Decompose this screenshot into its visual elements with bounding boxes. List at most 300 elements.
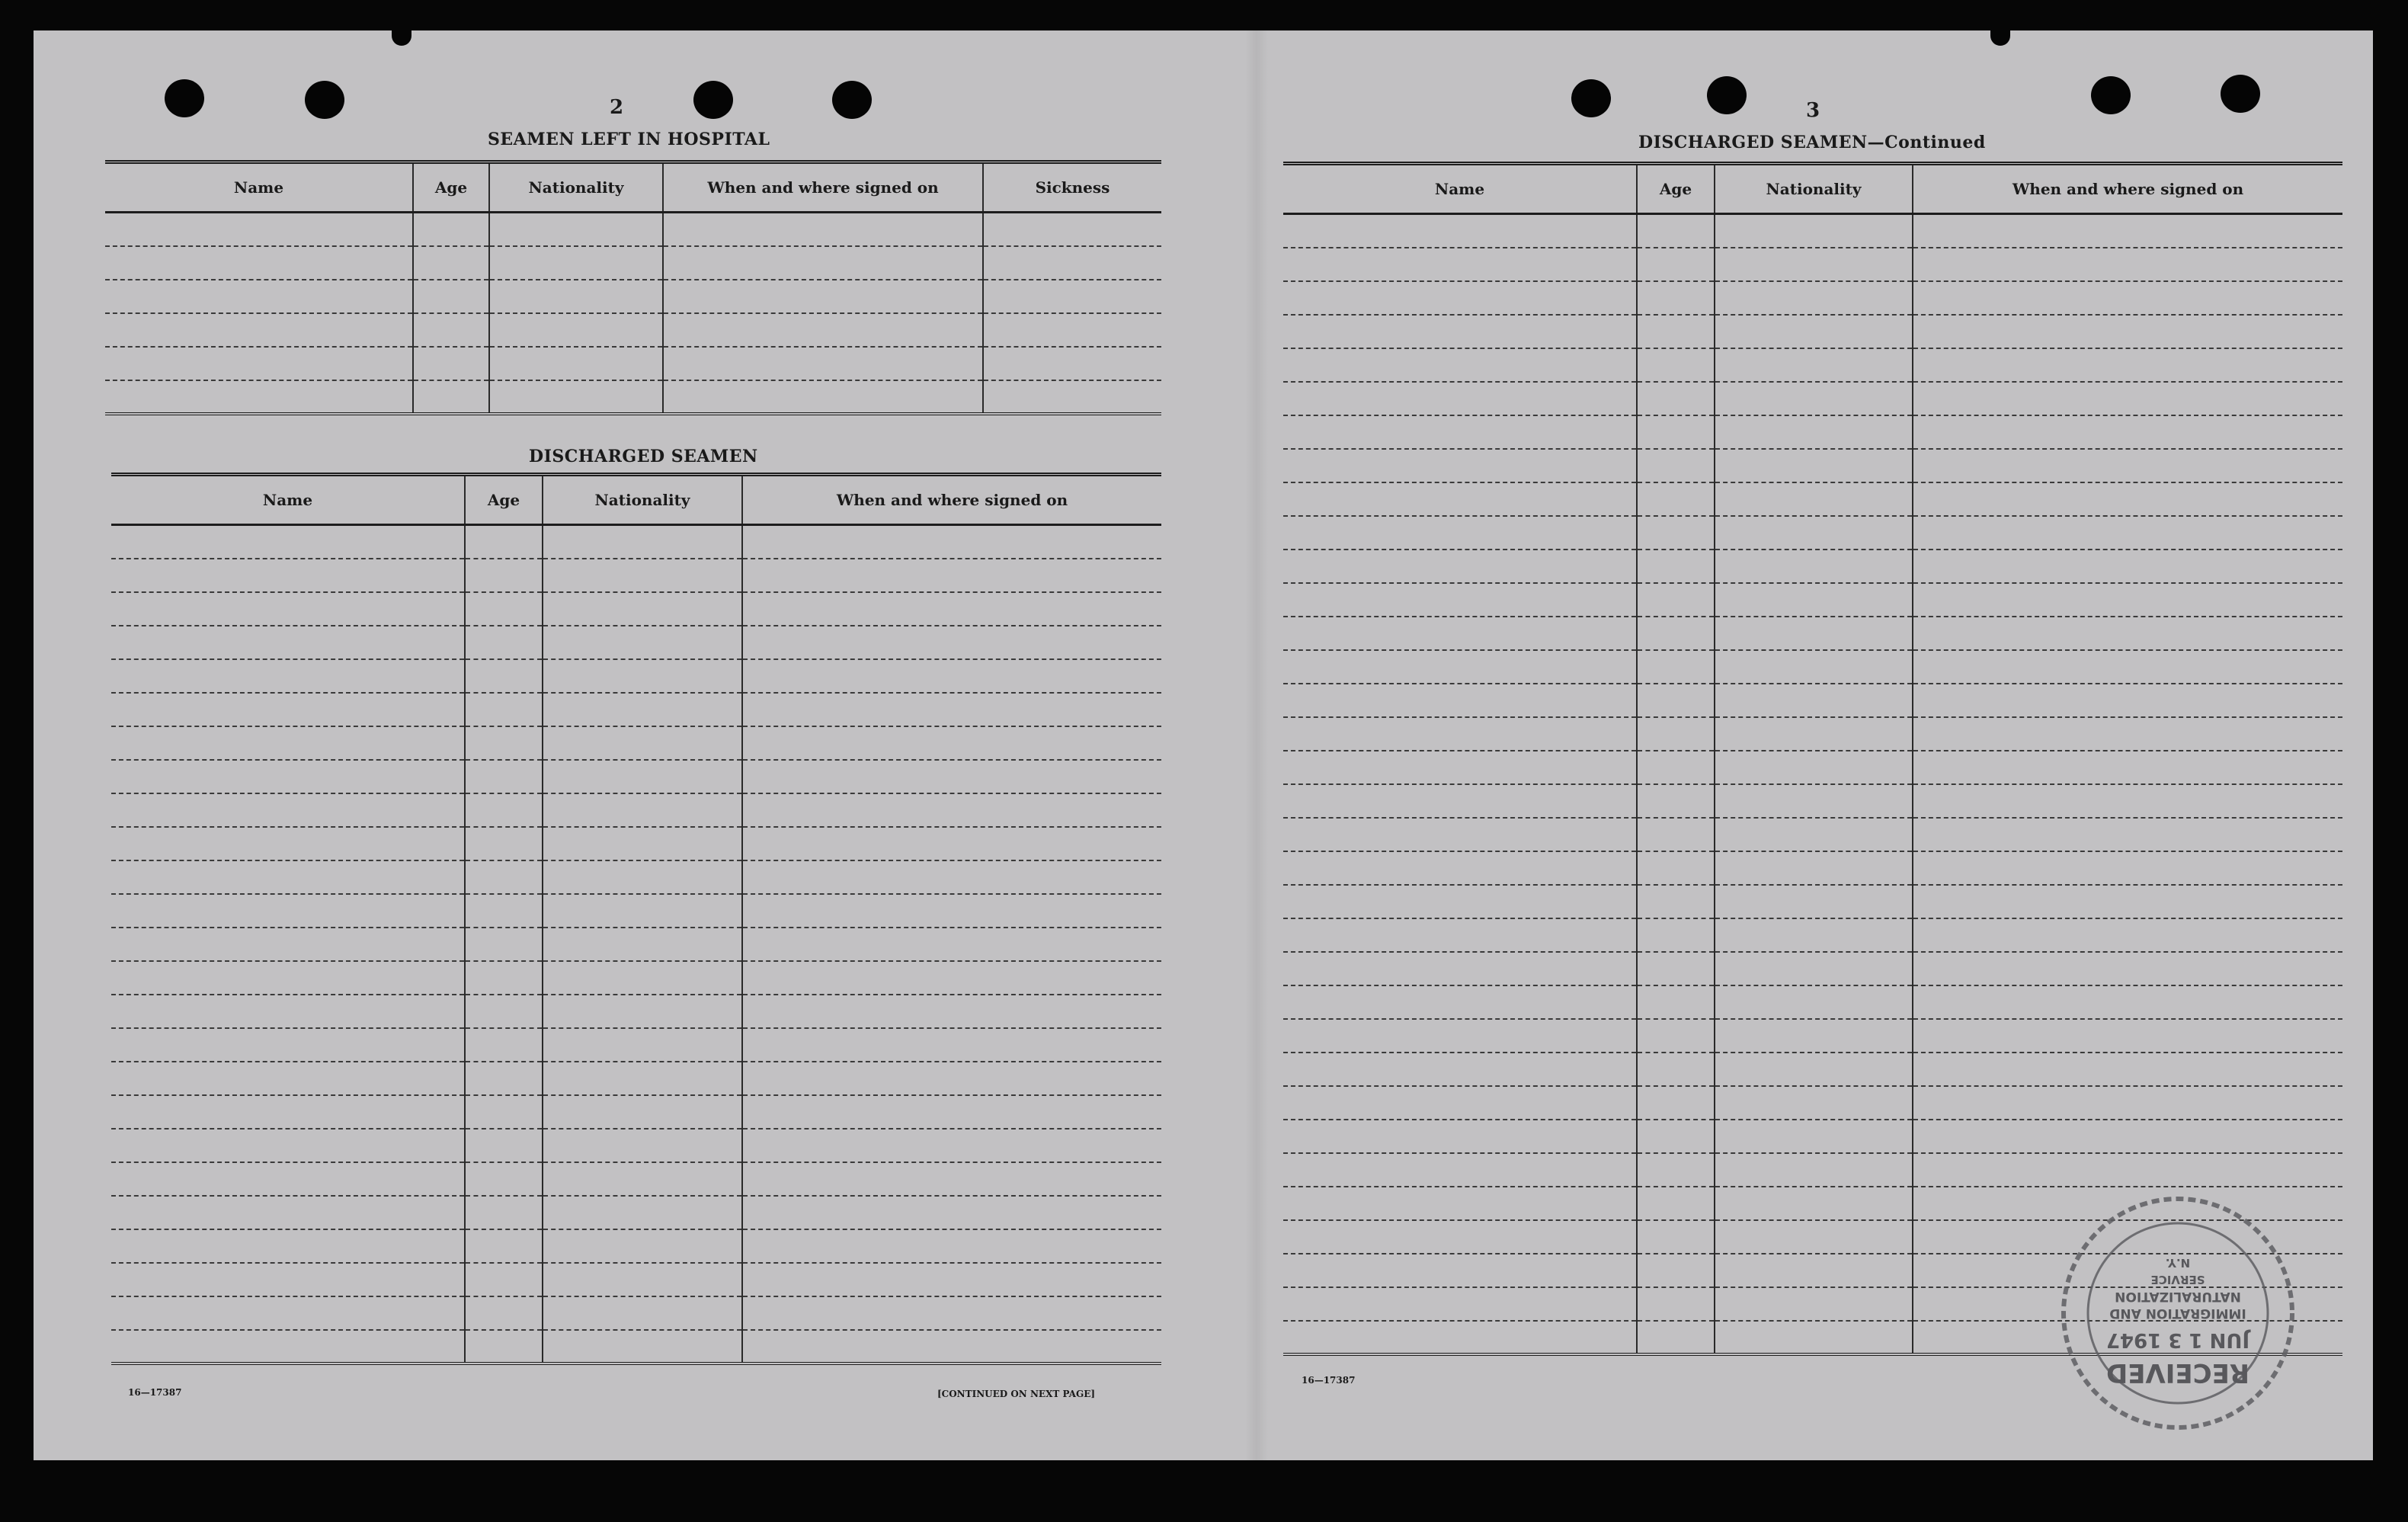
table-cell [105, 380, 413, 414]
table-cell [1637, 516, 1715, 550]
table-cell [1283, 1120, 1637, 1153]
discharged-rows-right [1283, 214, 2342, 1354]
table-cell [111, 961, 465, 995]
table-cell [1715, 650, 1913, 684]
table-cell [111, 659, 465, 693]
table-cell [1637, 885, 1715, 918]
table-cell [413, 246, 489, 280]
table-cell [1637, 1287, 1715, 1321]
table-row [1283, 583, 2342, 617]
table-cell [983, 347, 1161, 380]
table-cell [543, 827, 742, 860]
table-cell [1715, 248, 1913, 281]
table-cell [1637, 985, 1715, 1019]
table-row [105, 213, 1161, 246]
table-cell [1715, 717, 1913, 751]
table-cell [1637, 918, 1715, 952]
hospital-section-title: SEAMEN LEFT IN HOSPITAL [488, 130, 770, 149]
table-cell [663, 313, 983, 347]
table-row [1283, 617, 2342, 650]
table-cell [1283, 1254, 1637, 1287]
table-cell [1283, 650, 1637, 684]
table-cell [1715, 449, 1913, 482]
table-cell [663, 246, 983, 280]
table-cell [543, 1028, 742, 1062]
table-cell [465, 961, 543, 995]
table-row [111, 928, 1161, 961]
table-row [1283, 415, 2342, 449]
table-cell [1283, 751, 1637, 784]
table-cell [742, 760, 1161, 793]
table-cell [489, 380, 663, 414]
table-cell [111, 1330, 465, 1363]
hospital-table [105, 160, 1161, 415]
table-row [1283, 684, 2342, 717]
table-cell [1637, 1220, 1715, 1254]
table-row [1283, 952, 2342, 985]
table-cell [1913, 1086, 2342, 1120]
table-cell [742, 559, 1161, 592]
table-row [1283, 1053, 2342, 1086]
stamp-line-2: JUN 1 3 1947 [2105, 1328, 2250, 1351]
table-cell [1283, 248, 1637, 281]
table-cell [111, 1229, 465, 1263]
record-sheet [34, 30, 2373, 1460]
table-row [1283, 851, 2342, 885]
table-cell [543, 1330, 742, 1363]
table-cell [1637, 482, 1715, 516]
table-cell [1637, 281, 1715, 315]
table-cell [1283, 952, 1637, 985]
table-cell [1715, 851, 1913, 885]
column-header-name: Name [105, 162, 413, 213]
table-cell [983, 313, 1161, 347]
table-cell [1637, 717, 1715, 751]
discharged-table-right [1283, 162, 2342, 1356]
table-cell [543, 860, 742, 894]
table-row [111, 860, 1161, 894]
column-header-name: Name [111, 475, 465, 525]
table-cell [543, 726, 742, 760]
table-cell [1283, 1019, 1637, 1053]
table-cell [1913, 281, 2342, 315]
table-cell [1715, 1053, 1913, 1086]
table-cell [111, 525, 465, 559]
hospital-header-row [105, 162, 1161, 213]
table-cell [413, 347, 489, 380]
table-cell [465, 592, 543, 626]
table-row [111, 1162, 1161, 1196]
table-cell [543, 995, 742, 1028]
table-row [1283, 918, 2342, 952]
edge-notch [1990, 30, 2010, 46]
table-row [111, 1095, 1161, 1129]
discharged-table-left [111, 473, 1161, 1365]
table-row [1283, 315, 2342, 348]
table-cell [413, 280, 489, 313]
table-cell [105, 213, 413, 246]
table-row [1283, 382, 2342, 415]
table-cell [465, 626, 543, 659]
table-cell [1715, 1086, 1913, 1120]
stamp-line-5: SERVICE [2150, 1273, 2205, 1286]
table-cell [1913, 382, 2342, 415]
table-cell [1283, 851, 1637, 885]
table-cell [1283, 516, 1637, 550]
table-cell [111, 1196, 465, 1229]
table-cell [1283, 1321, 1637, 1354]
table-cell [983, 213, 1161, 246]
column-header-age: Age [413, 162, 489, 213]
table-cell [1913, 952, 2342, 985]
punch-hole [1707, 76, 1747, 114]
form-number-left: 16—17387 [128, 1387, 182, 1398]
table-cell [1715, 1254, 1913, 1287]
table-row [111, 995, 1161, 1028]
table-cell [1913, 449, 2342, 482]
table-cell [1715, 1287, 1913, 1321]
table-cell [1913, 751, 2342, 784]
table-cell [111, 760, 465, 793]
table-row [105, 246, 1161, 280]
table-cell [111, 1296, 465, 1330]
table-cell [742, 592, 1161, 626]
table-cell [543, 1062, 742, 1095]
table-cell [1637, 851, 1715, 885]
table-cell [1913, 818, 2342, 851]
table-cell [1913, 1153, 2342, 1187]
table-cell [111, 995, 465, 1028]
table-cell [105, 280, 413, 313]
table-cell [543, 626, 742, 659]
table-cell [1913, 482, 2342, 516]
table-cell [465, 995, 543, 1028]
table-cell [543, 1229, 742, 1263]
discharged-header-row [111, 475, 1161, 525]
table-cell [543, 1196, 742, 1229]
stamp-line-4: NATURALIZATION [2115, 1289, 2241, 1304]
stamp-line-6: N.Y. [2165, 1256, 2191, 1270]
table-cell [1913, 650, 2342, 684]
table-cell [1715, 1187, 1913, 1220]
table-cell [111, 928, 465, 961]
table-row [111, 1129, 1161, 1162]
table-row [111, 626, 1161, 659]
page-number-left: 2 [610, 96, 624, 119]
table-cell [413, 213, 489, 246]
table-row [111, 559, 1161, 592]
table-cell [1283, 918, 1637, 952]
table-cell [465, 1296, 543, 1330]
table-row [1283, 784, 2342, 818]
table-cell [1283, 1287, 1637, 1321]
table-cell [742, 1229, 1161, 1263]
table-cell [1715, 583, 1913, 617]
table-cell [1637, 617, 1715, 650]
table-cell [465, 894, 543, 928]
table-cell [111, 1095, 465, 1129]
table-row [111, 592, 1161, 626]
page-fold [1245, 30, 1268, 1460]
table-cell [105, 246, 413, 280]
table-cell [1637, 1086, 1715, 1120]
table-cell [1637, 784, 1715, 818]
table-cell [1913, 885, 2342, 918]
table-cell [465, 693, 543, 726]
table-cell [1715, 1321, 1913, 1354]
column-header-signed-on: When and where signed on [742, 475, 1161, 525]
table-cell [111, 827, 465, 860]
table-cell [1715, 382, 1913, 415]
table-cell [543, 1095, 742, 1129]
column-header-age: Age [465, 475, 543, 525]
table-row [1283, 248, 2342, 281]
table-cell [1637, 1053, 1715, 1086]
table-cell [111, 894, 465, 928]
table-cell [1715, 482, 1913, 516]
table-cell [543, 592, 742, 626]
table-cell [1283, 214, 1637, 248]
table-cell [543, 693, 742, 726]
table-cell [1283, 1086, 1637, 1120]
table-cell [489, 347, 663, 380]
table-cell [1913, 617, 2342, 650]
table-cell [465, 928, 543, 961]
table-row [111, 1229, 1161, 1263]
table-cell [1913, 214, 2342, 248]
page-number-right: 3 [1806, 99, 1820, 122]
table-cell [1283, 1153, 1637, 1187]
table-cell [1913, 583, 2342, 617]
table-row [1283, 885, 2342, 918]
table-cell [543, 894, 742, 928]
table-cell [465, 1095, 543, 1129]
table-cell [742, 1062, 1161, 1095]
table-cell [1637, 382, 1715, 415]
table-cell [983, 280, 1161, 313]
table-cell [1283, 784, 1637, 818]
table-cell [465, 760, 543, 793]
table-cell [742, 1129, 1161, 1162]
table-cell [543, 525, 742, 559]
table-cell [1637, 449, 1715, 482]
table-row [111, 760, 1161, 793]
table-cell [742, 525, 1161, 559]
table-cell [465, 1028, 543, 1062]
table-row [1283, 1120, 2342, 1153]
table-cell [983, 246, 1161, 280]
table-cell [105, 313, 413, 347]
table-cell [1913, 918, 2342, 952]
table-row [1283, 717, 2342, 751]
table-cell [1913, 717, 2342, 751]
table-row [1283, 818, 2342, 851]
table-row [105, 313, 1161, 347]
punch-hole [165, 79, 204, 117]
table-cell [1913, 248, 2342, 281]
received-stamp [2056, 1195, 2300, 1431]
table-row [111, 1263, 1161, 1296]
table-cell [1283, 550, 1637, 583]
table-cell [105, 347, 413, 380]
table-row [111, 1062, 1161, 1095]
table-cell [111, 726, 465, 760]
table-cell [1715, 985, 1913, 1019]
table-cell [1283, 583, 1637, 617]
table-cell [489, 213, 663, 246]
table-row [105, 347, 1161, 380]
table-row [111, 726, 1161, 760]
table-cell [1637, 550, 1715, 583]
column-header-age: Age [1637, 164, 1715, 214]
table-cell [1637, 1187, 1715, 1220]
table-cell [663, 280, 983, 313]
table-cell [543, 793, 742, 827]
table-cell [742, 928, 1161, 961]
column-header-nationality: Nationality [543, 475, 742, 525]
table-row [111, 693, 1161, 726]
table-cell [1715, 315, 1913, 348]
table-cell [742, 1162, 1161, 1196]
table-cell [1913, 985, 2342, 1019]
table-row [111, 525, 1161, 559]
table-cell [1283, 617, 1637, 650]
table-row [1283, 449, 2342, 482]
table-cell [1283, 885, 1637, 918]
table-cell [742, 860, 1161, 894]
table-cell [1283, 1053, 1637, 1086]
stamp-line-3: IMMIGRATION AND [2109, 1306, 2246, 1321]
table-row [111, 659, 1161, 693]
edge-notch [392, 30, 411, 46]
table-cell [1637, 684, 1715, 717]
discharged-section-title: DISCHARGED SEAMEN [529, 447, 758, 466]
table-cell [1637, 1120, 1715, 1153]
table-cell [1913, 1019, 2342, 1053]
table-row [1283, 281, 2342, 315]
table-row [111, 1196, 1161, 1229]
table-cell [465, 1263, 543, 1296]
table-cell [1283, 482, 1637, 516]
discharged-rows-left [111, 525, 1161, 1363]
table-cell [1715, 952, 1913, 985]
table-cell [1283, 449, 1637, 482]
table-cell [465, 1196, 543, 1229]
table-row [1283, 1019, 2342, 1053]
table-cell [742, 1196, 1161, 1229]
table-cell [1637, 315, 1715, 348]
table-cell [1715, 1220, 1913, 1254]
table-cell [742, 1263, 1161, 1296]
table-cell [1913, 1053, 2342, 1086]
table-cell [1913, 684, 2342, 717]
table-cell [663, 347, 983, 380]
table-cell [465, 827, 543, 860]
table-cell [489, 246, 663, 280]
table-cell [1637, 348, 1715, 382]
table-cell [489, 280, 663, 313]
table-cell [1913, 415, 2342, 449]
table-cell [111, 693, 465, 726]
table-cell [1715, 348, 1913, 382]
table-cell [1715, 516, 1913, 550]
table-cell [1637, 214, 1715, 248]
table-cell [1913, 1120, 2342, 1153]
table-cell [543, 1129, 742, 1162]
table-cell [465, 559, 543, 592]
table-cell [1715, 1019, 1913, 1053]
table-cell [1715, 751, 1913, 784]
table-row [1283, 1153, 2342, 1187]
table-cell [413, 313, 489, 347]
table-cell [465, 726, 543, 760]
table-cell [1637, 952, 1715, 985]
table-cell [465, 1330, 543, 1363]
table-cell [1913, 851, 2342, 885]
table-cell [663, 213, 983, 246]
table-cell [1637, 751, 1715, 784]
table-cell [1715, 1153, 1913, 1187]
table-cell [663, 380, 983, 414]
table-cell [111, 626, 465, 659]
table-cell [1637, 415, 1715, 449]
table-cell [543, 928, 742, 961]
table-cell [1637, 1019, 1715, 1053]
table-cell [1637, 1254, 1715, 1287]
table-row [1283, 751, 2342, 784]
table-cell [742, 961, 1161, 995]
table-row [111, 1330, 1161, 1363]
table-cell [1637, 583, 1715, 617]
punch-hole [2221, 75, 2260, 113]
table-cell [742, 894, 1161, 928]
table-cell [1715, 885, 1913, 918]
table-cell [465, 659, 543, 693]
table-cell [1715, 684, 1913, 717]
table-cell [543, 1296, 742, 1330]
table-cell [111, 1263, 465, 1296]
continued-note: [CONTINUED ON NEXT PAGE] [937, 1389, 1096, 1399]
table-row [111, 961, 1161, 995]
table-cell [742, 827, 1161, 860]
table-row [1283, 550, 2342, 583]
table-cell [1283, 281, 1637, 315]
table-cell [742, 793, 1161, 827]
punch-hole [693, 81, 733, 119]
table-row [1283, 482, 2342, 516]
table-row [105, 280, 1161, 313]
table-cell [1715, 415, 1913, 449]
table-cell [111, 1162, 465, 1196]
table-cell [1283, 1187, 1637, 1220]
table-cell [742, 1028, 1161, 1062]
table-cell [742, 626, 1161, 659]
table-cell [1637, 818, 1715, 851]
table-cell [111, 559, 465, 592]
hospital-rows [105, 213, 1161, 414]
column-header-sickness: Sickness [983, 162, 1161, 213]
form-number-right: 16—17387 [1302, 1375, 1356, 1386]
punch-hole [2091, 76, 2131, 114]
table-cell [1283, 818, 1637, 851]
punch-hole [832, 81, 872, 119]
table-cell [465, 860, 543, 894]
table-cell [111, 592, 465, 626]
table-cell [465, 1062, 543, 1095]
discharged-continued-header-row [1283, 164, 2342, 214]
table-cell [465, 1162, 543, 1196]
table-cell [1283, 382, 1637, 415]
